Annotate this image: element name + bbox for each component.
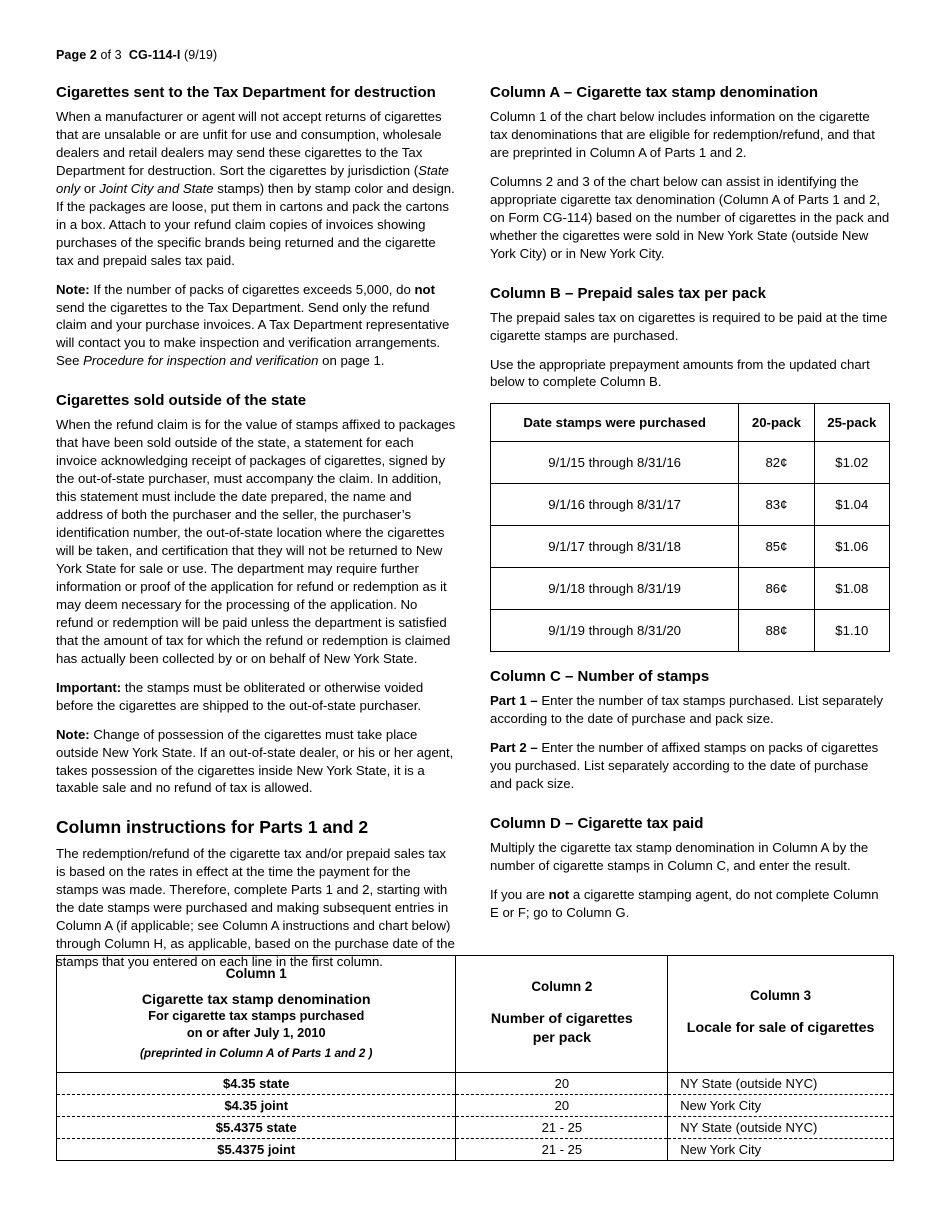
form-id: CG-114-I: [128, 48, 181, 62]
cell-25pack: $1.02: [814, 442, 889, 484]
cell-date: 9/1/15 through 8/31/16: [491, 442, 739, 484]
col2-title: Number of cigarettes per pack: [490, 1011, 633, 1046]
paragraph-column-d-1: Multiply the cigarette tax stamp denomination in Column A by the number of cigarette stamps in Column C, and enter the result.: [490, 840, 869, 874]
paragraph-column-d-2: [490, 886, 890, 922]
chart-col2-header: [456, 956, 668, 1073]
table-row: [57, 1073, 894, 1095]
col1-header-label: Column 1: [225, 966, 287, 981]
part2-label: Part 2 –: [490, 740, 538, 756]
chart-col3-header: [668, 956, 894, 1073]
heading-column-instructions: Column instructions for Parts 1 and 2: [56, 817, 369, 838]
part1-label: Part 1 –: [490, 693, 538, 709]
italic-joint-city-state: Joint City and State: [99, 180, 214, 196]
paragraph-sold-outside-state: When the refund claim is for the value of stamps affixed to packages that have been sold outside of the state, a statement for each invoice acknowledging receipt of packages of cigarettes, signed by the out-of-state purchaser, must accompany the claim. In addition, this statement must include the date prepared, the name and address of both the purchaser and the seller, the purchaser’s identification number, the out-of-state location where the cigarettes will be taken, and certification that they will not be returned to New York State for sale or use. The department may require further information or proof of the application for refund or redemption as it may deem necessary for the processing of the application. No refund or redemption will be paid unless the department is satisfied that the amount of tax for which the refund or redemption is claimed has actually been collected by or on behalf of New York State.: [56, 417, 456, 666]
cell-locale: NY State (outside NYC): [668, 1117, 894, 1139]
heading-destruction: Cigarettes sent to the Tax Department for destruction: [56, 84, 436, 101]
cell-25pack: $1.04: [814, 484, 889, 526]
paragraph-column-instructions: The redemption/refund of the cigarette tax and/or prepaid sales tax is based on the rates in effect at the time the payment for the stamps was made. Therefore, complete Parts 1 and 2, starting with the date stamps were purchased and making subsequent entries in Column A (if applicable; see Column A instructions and chart below) through Column H, as applicable, based on the purchase date of the stamps that you entered on each line in the first column.: [56, 846, 455, 970]
paragraph-destruction: When a manufacturer or agent will not accept returns of cigarettes that are unsalable or are unfit for use and consumption, wholesale dealers and retail dealers may send these cigarettes to the Tax Department for destruction. Sort the cigarettes by jurisdiction (State only or Joint City and State stamps) then by stamp color and design. If the packages are loose, put them in cartons and pack the cartons in a box. Attach to your refund claim copies of invoices showing purchases of the specific brands being returned and the cigarette tax and prepaid sales tax paid.: [56, 109, 455, 268]
header-25-pack: 25-pack: [814, 404, 889, 442]
paragraph-column-c-part2: [490, 739, 890, 793]
table-row: [57, 1117, 894, 1139]
cell-denomination: $5.4375 state: [57, 1117, 456, 1139]
paragraph-column-b-2: Use the appropriate prepayment amounts from the updated chart below to complete Column B.: [490, 356, 870, 390]
important-note: [56, 679, 456, 715]
col1-note: (preprinted in Column A of Parts 1 and 2 ): [140, 1046, 373, 1061]
cell-date: 9/1/16 through 8/31/17: [491, 484, 739, 526]
part2-text: Enter the number of affixed stamps on packs of cigarettes you purchased. List separately according to the date of purchase and pack size.: [490, 740, 879, 792]
cell-denomination: $4.35 state: [57, 1073, 456, 1095]
col1-title: Cigarette tax stamp denomination: [141, 992, 371, 1008]
page-of-label: of 3: [96, 48, 122, 62]
stamp-denomination-chart: [56, 955, 894, 1161]
cell-locale: New York City: [668, 1139, 894, 1161]
heading-column-a: Column A – Cigarette tax stamp denomination: [490, 84, 819, 101]
cell-cigarettes-per-pack: 20: [456, 1095, 668, 1117]
chart-header-row: [57, 956, 894, 1073]
colD-p2-not: not: [548, 887, 570, 903]
cell-date: 9/1/19 through 8/31/20: [491, 610, 739, 652]
colD-p2-part-b: a cigarette stamping agent, do not complete Column E or F; go to Column G.: [490, 887, 879, 921]
cell-cigarettes-per-pack: 21 - 25: [456, 1139, 668, 1161]
cell-25pack: $1.08: [814, 568, 889, 610]
important-text: the stamps must be obliterated or otherwise voided before the cigarettes are shipped to the out-of-state purchaser.: [56, 679, 424, 713]
left-column: [56, 84, 456, 971]
stamp-denomination-chart-wrapper: [56, 955, 894, 1161]
note-label-2: Note:: [56, 726, 90, 742]
part1-text: Enter the number of tax stamps purchased. List separately according to the date of purchase and pack size.: [490, 693, 883, 727]
cell-date: 9/1/17 through 8/31/18: [491, 526, 739, 568]
heading-column-b: Column B – Prepaid sales tax per pack: [490, 284, 766, 302]
table-row: [491, 484, 890, 526]
cell-denomination: $4.35 joint: [57, 1095, 456, 1117]
header-20-pack: 20-pack: [739, 404, 814, 442]
cell-20pack: 86¢: [739, 568, 814, 610]
page-number-label: Page 2: [56, 48, 97, 62]
important-label: Important:: [56, 679, 122, 695]
cell-cigarettes-per-pack: 21 - 25: [456, 1117, 668, 1139]
italic-state-only: State only: [56, 162, 449, 196]
cell-20pack: 88¢: [739, 610, 814, 652]
heading-column-c: Column C – Number of stamps: [490, 668, 710, 686]
table-row: [491, 442, 890, 484]
col3-header-label: Column 3: [750, 988, 812, 1004]
col1-subtitle: For cigarette tax stamps purchased on or after July 1, 2010: [148, 1008, 365, 1040]
cell-25pack: $1.06: [814, 526, 889, 568]
cell-denomination: $5.4375 joint: [57, 1139, 456, 1161]
cell-25pack: $1.10: [814, 610, 889, 652]
paragraph-column-a-2: Columns 2 and 3 of the chart below can assist in identifying the appropriate cigarette tax denomination (Column A of Parts 1 and 2, on Form CG-114) based on the number of cigarettes in the pack and whether the cigarettes were sold in New York State (outside New York City) or in New York City.: [490, 173, 890, 261]
note-label-1: Note:: [56, 281, 90, 297]
table-header-row: [491, 404, 890, 442]
prepaid-sales-tax-table: [490, 403, 890, 652]
note-destruction: Note: If the number of packs of cigarettes exceeds 5,000, do not send the cigarettes to the Tax Department. Send only the refund claim and your purchase invoices. A Tax Department representative will contact you to make inspection and verification arrangements. See Procedure for inspection and verification on page 1.: [56, 281, 450, 369]
cell-locale: NY State (outside NYC): [668, 1073, 894, 1095]
table-row: [491, 568, 890, 610]
note-possession-text: Change of possession of the cigarettes must take place outside New York State. If an out-of-state dealer, or his or her agent, takes possession of the cigarettes inside New York State, it is a taxable sale and no refund of tax is allowed.: [56, 726, 454, 796]
table-row: [491, 526, 890, 568]
cell-20pack: 82¢: [739, 442, 814, 484]
cell-cigarettes-per-pack: 20: [456, 1073, 668, 1095]
heading-sold-outside-state: Cigarettes sold outside of the state: [56, 392, 307, 410]
cell-locale: New York City: [668, 1095, 894, 1117]
paragraph-column-a-1: Column 1 of the chart below includes information on the cigarette tax denominations that are eligible for redemption/refund, and that are preprinted in Column A of Parts 1 and 2.: [490, 109, 875, 160]
col3-title: Locale for sale of cigarettes: [686, 1020, 875, 1037]
paragraph-column-b-1: The prepaid sales tax on cigarettes is required to be paid at the time cigarette stamps are purchased.: [490, 309, 888, 343]
cell-date: 9/1/18 through 8/31/19: [491, 568, 739, 610]
chart-col1-header: [57, 956, 456, 1073]
col2-header-label: Column 2: [531, 979, 593, 995]
heading-column-d: Column D – Cigarette tax paid: [490, 815, 704, 833]
colD-p2-part-a: If you are: [490, 887, 549, 903]
cell-20pack: 85¢: [739, 526, 814, 568]
two-column-body: [56, 84, 894, 971]
table-row: [57, 1095, 894, 1117]
header-date-purchased: Date stamps were purchased: [491, 404, 739, 442]
page-header: [56, 48, 894, 62]
right-column: [490, 84, 890, 922]
table-row: [57, 1139, 894, 1161]
note-possession: [56, 726, 456, 798]
form-revision: (9/19): [183, 48, 218, 62]
cell-20pack: 83¢: [739, 484, 814, 526]
paragraph-column-c-part1: [490, 692, 890, 728]
table-row: [491, 610, 890, 652]
